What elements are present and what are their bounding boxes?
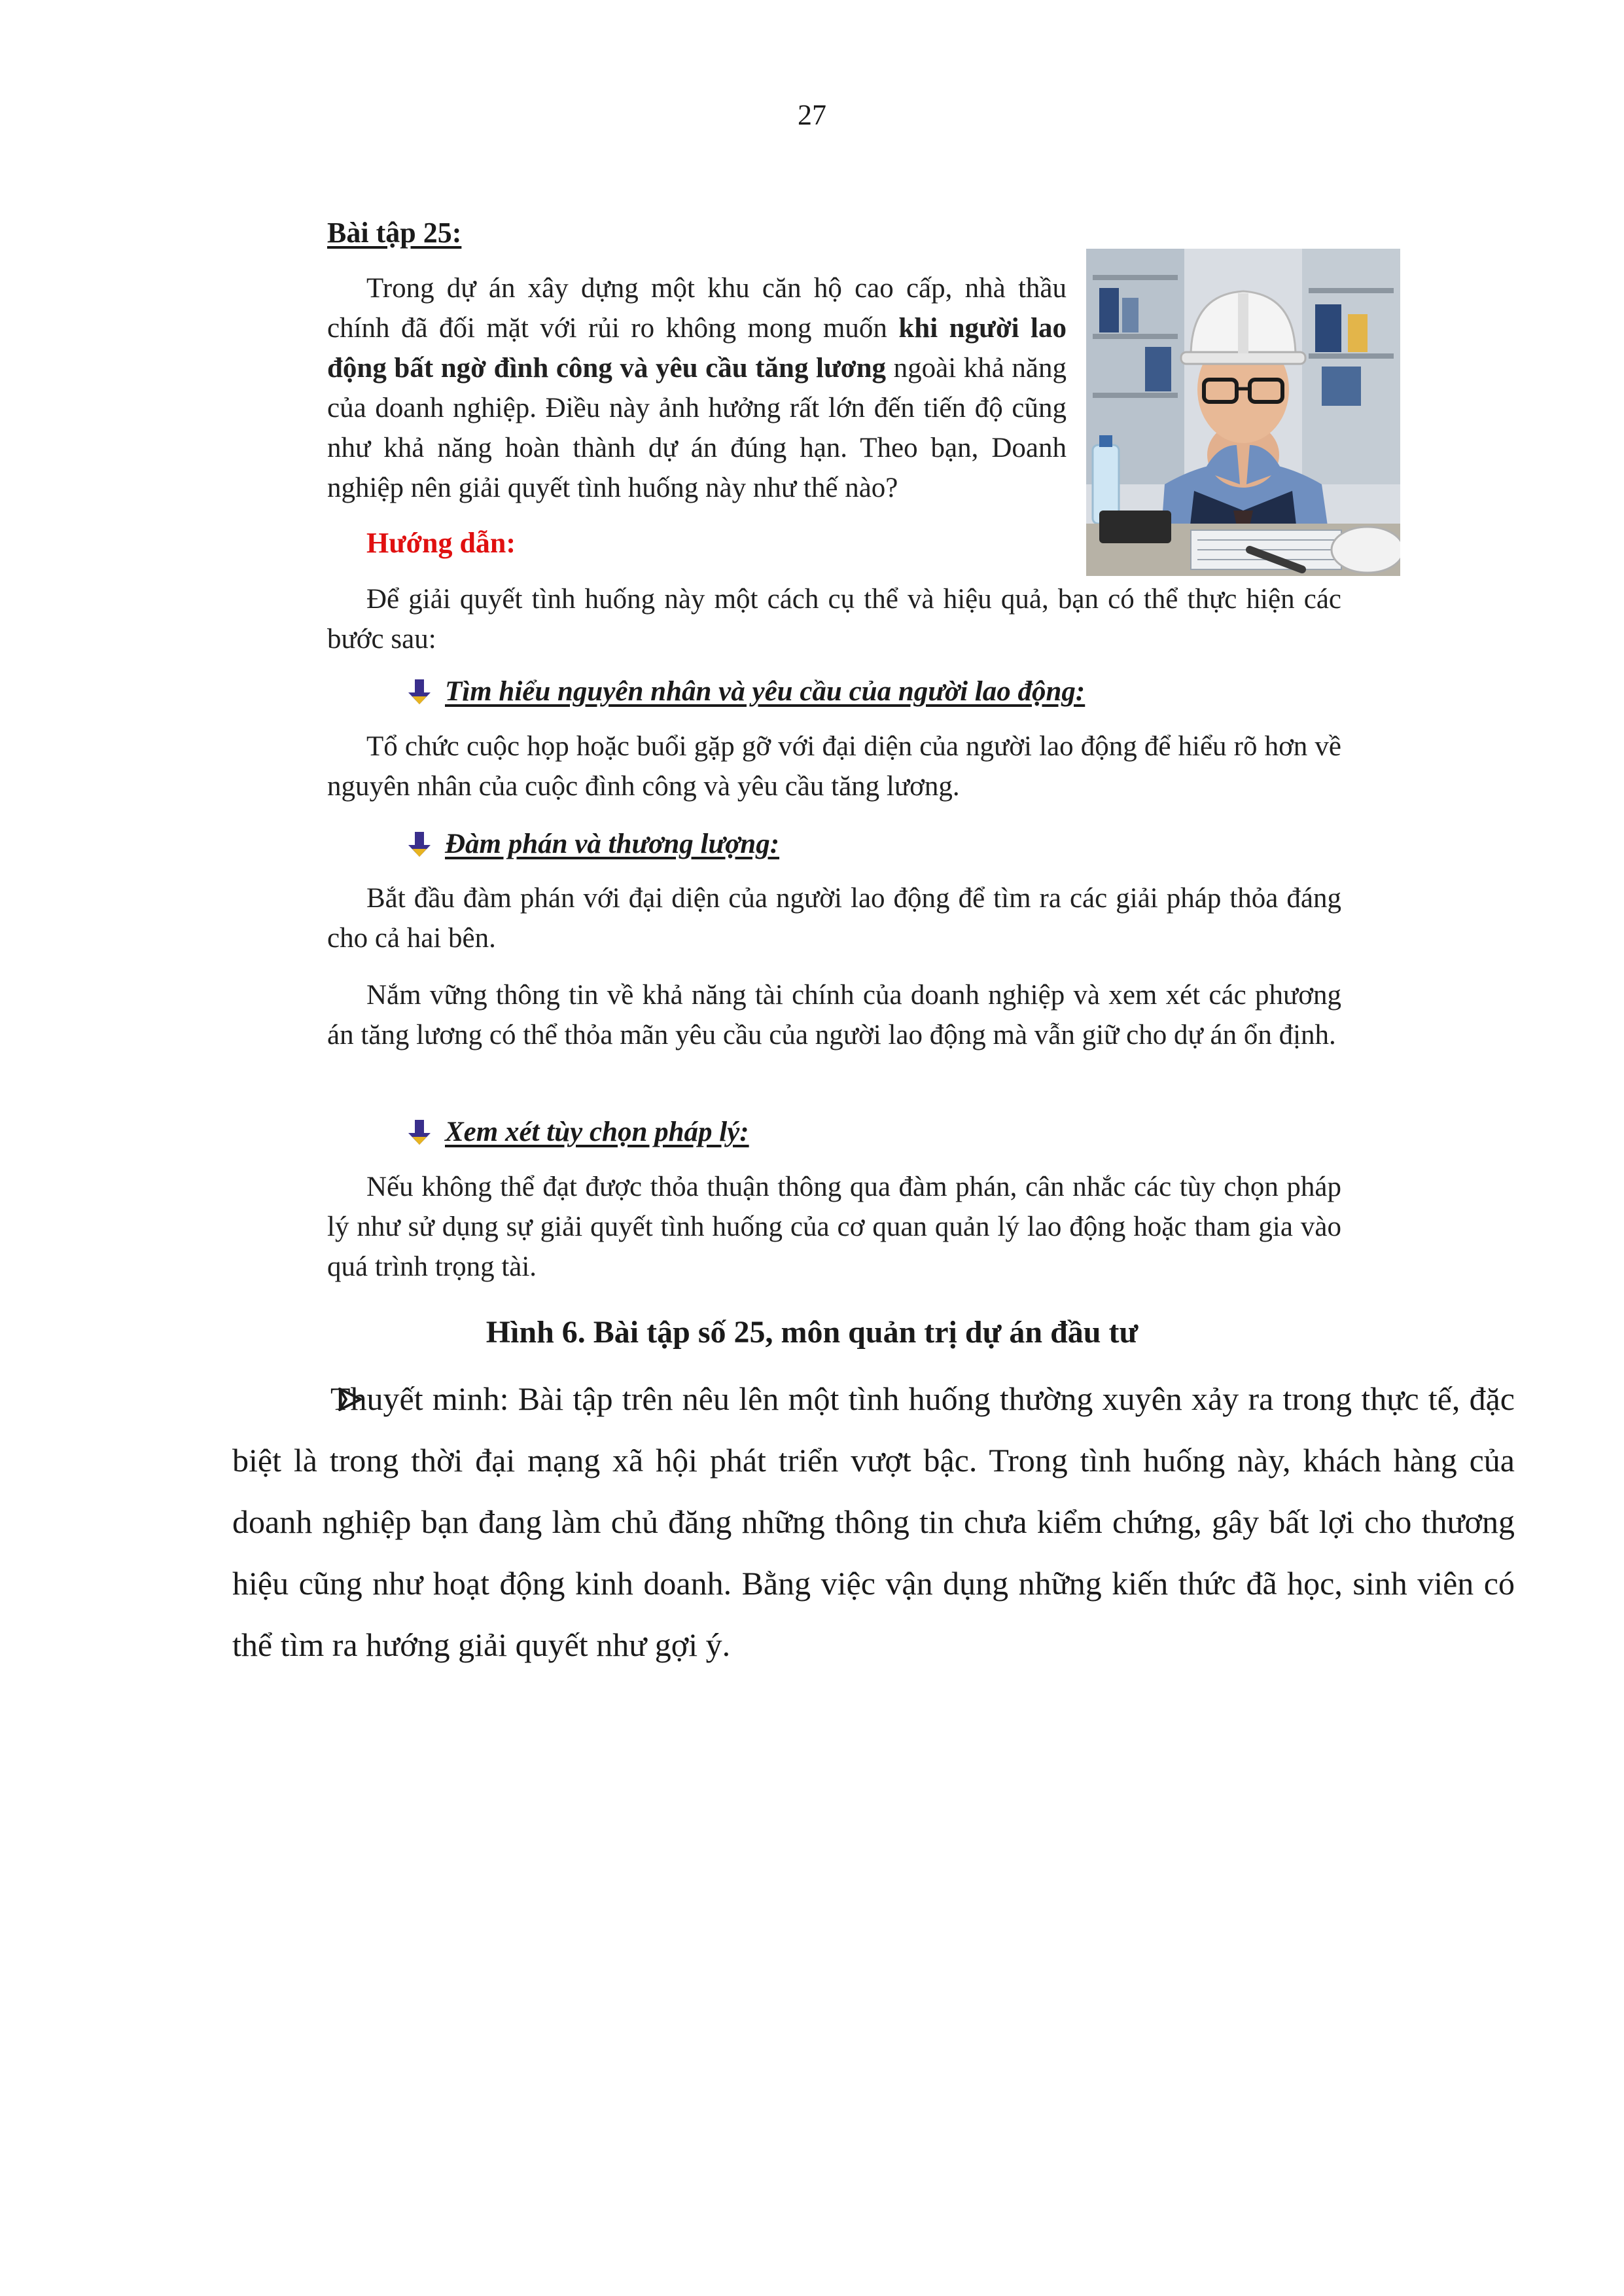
section-paragraph: Nắm vững thông tin về khả năng tài chính của doanh nghiệp và xem xét các phương án tăng lương có thể thỏa mãn yêu cầu của người lao động mà vẫn giữ cho dự án ổn định.: [327, 980, 1341, 1050]
explanation-text: Thuyết minh: Bài tập trên nêu lên một tình huống thường xuyên xảy ra trong thực tế, đặc biệt là trong thời đại mạng xã hội phát triển vượt bậc. Trong tình huống này, khách hàng của doanh nghiệp bạn đang làm chủ đăng những thông tin chưa kiểm chứng, gây bất lợi cho thương hiệu cũng như hoạt động kinh doanh. Bằng việc vận dụng những kiến thức đã học, sinh viên có thể tìm ra hướng giải quyết như gợi ý.: [232, 1380, 1515, 1663]
section-heading-text: Xem xét tùy chọn pháp lý:: [445, 1117, 749, 1147]
guide-label: Hướng dẫn:: [366, 527, 516, 559]
intro-text-bold: khi người lao động bất ngờ đình công và yêu cầu tăng lương: [327, 313, 1067, 384]
guide-intro: Để giải quyết tình huống này một cách cụ thể và hiệu quả, bạn có thể thực hiện các bước sau:: [327, 584, 1341, 655]
section-heading: [406, 828, 779, 860]
down-arrow-bullet-icon: [406, 678, 433, 706]
section-heading-text: Tìm hiểu nguyên nhân và yêu cầu của người lao động:: [445, 676, 1086, 707]
exercise-intro: [327, 268, 1067, 508]
section-paragraph: Bắt đầu đàm phán với đại diện của người lao động để tìm ra các giải pháp thỏa đáng cho cả hai bên.: [327, 883, 1341, 954]
figure-caption: Hình 6. Bài tập số 25, môn quản trị dự án đầu tư: [485, 1315, 1139, 1350]
section-paragraph: Tổ chức cuộc họp hoặc buổi gặp gỡ với đại diện của người lao động để hiểu rõ hơn về nguyên nhân của cuộc đình công và yêu cầu tăng lương.: [327, 731, 1341, 802]
exercise-title: Bài tập 25:: [327, 217, 462, 249]
intro-text-before: Trong dự án xây dựng một khu căn hộ cao cấp, nhà thầu chính đã đối mặt với rủi ro không mong muốn: [327, 273, 1067, 344]
intro-text-after: ngoài khả năng của doanh nghiệp. Điều này ảnh hưởng rất lớn đến tiến độ cũng như khả năng hoàn thành dự án đúng hạn. Theo bạn, Doanh nghiệp nên giải quyết tình huống này như thế nào?: [327, 353, 1067, 503]
exercise-figure: [327, 209, 1413, 1296]
arrowhead-bullet-icon: [285, 1368, 330, 1429]
section-heading: [406, 1116, 749, 1148]
down-arrow-bullet-icon: [406, 1119, 433, 1146]
engineer-photo: [1086, 249, 1400, 576]
down-arrow-bullet-icon: [406, 831, 433, 858]
page-number: 27: [798, 99, 826, 131]
section-heading: [406, 675, 1085, 708]
explanation-paragraph: [232, 1368, 1515, 1676]
section-paragraph: Nếu không thể đạt được thỏa thuận thông qua đàm phán, cân nhắc các tùy chọn pháp lý như sử dụng sự giải quyết tình huống của cơ quan quản lý lao động hoặc tham gia vào quá trình trọng tài.: [327, 1172, 1341, 1282]
section-heading-text: Đàm phán và thương lượng:: [445, 829, 780, 859]
